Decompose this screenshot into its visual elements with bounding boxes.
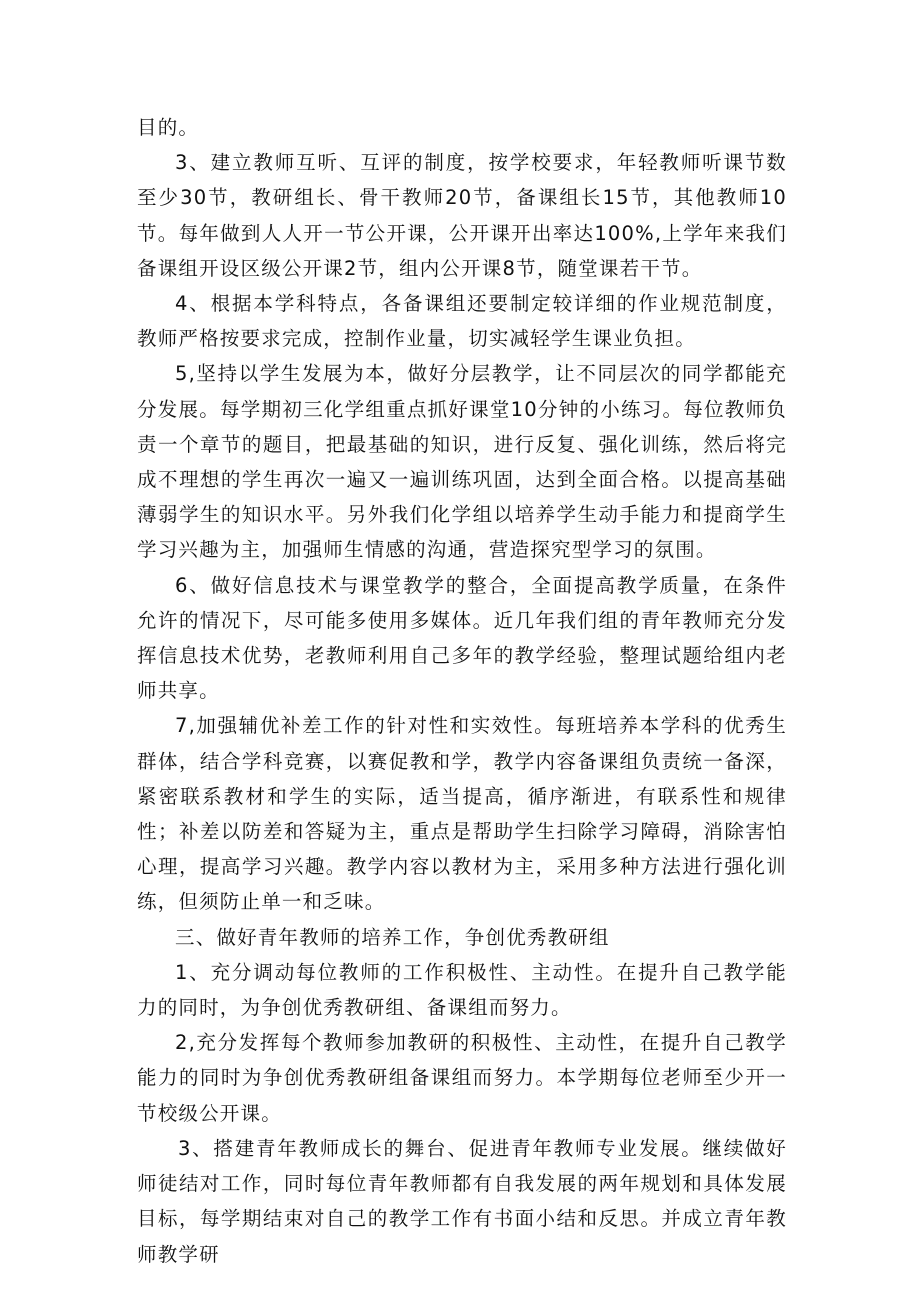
paragraph-item-6: 6、做好信息技术与课堂教学的整合，全面提高教学质量，在条件允许的情况下，尽可能多使用多媒体。近几年我们组的青年教师充分发挥信息技术优势，老教师利用自己多年的教学经验，整理试题给组内老师共享。 <box>137 573 787 703</box>
paragraph-item-5: 5,坚持以学生发展为本，做好分层教学，让不同层次的同学都能充分发展。每学期初三化学组重点抓好课堂10分钟的小练习。每位教师负责一个章节的题目，把最基础的知识，进行反复、强化训练，然后将完成不理想的学生再次一遍又一遍训练巩固，达到全面合格。以提高基础薄弱学生的知识水平。另外我们化学组以培养学生动手能力和提商学生学习兴趣为主，加强师生情感的沟通，营造探究型学习的氛围。 <box>137 362 787 562</box>
paragraph-item-3: 3、建立教师互听、互评的制度，按学校要求，年轻教师听课节数至少30节，教研组长、骨干教师20节，备课组长15节，其他教师10节。每年做到人人开一节公开课，公开课开出率达100%,上学年来我们备课组开设区级公开课2节，组内公开课8节，随堂课若干节。 <box>137 151 787 280</box>
paragraph-subitem-2: 2,充分发挥每个教师参加教研的积极性、主动性，在提升自己教学能力的同时为争创优秀教研组备课组而努力。本学期每位老师至少开一节校级公开课。 <box>137 1031 787 1125</box>
section-heading-3: 三、做好青年教师的培养工作，争创优秀教研组 <box>175 925 610 949</box>
paragraph-continuation: 目的。 <box>137 116 200 139</box>
paragraph-item-7: 7,加强辅优补差工作的针对性和实效性。每班培养本学科的优秀生群体，结合学科竞赛，以赛促教和学，教学内容备课组负责统一备深，紧密联系教材和学生的实际，适当提高，循序渐进，有联系性和规律性；补差以防差和答疑为主，重点是帮助学生扫除学习障碍，消除害怕心理，提高学习兴趣。教学内容以教材为主，采用多种方法进行强化训练，但须防止单一和乏味。 <box>137 714 787 914</box>
paragraph-item-4: 4、根据本学科特点，各备课组还要制定较详细的作业规范制度，教师严格按要求完成，控制作业量，切实减轻学生课业负担。 <box>137 292 787 351</box>
paragraph-subitem-1: 1、充分调动每位教师的工作积极性、主动性。在提升自己教学能力的同时，为争创优秀教研组、备课组而努力。 <box>137 960 787 1020</box>
document-body <box>137 110 787 1272</box>
paragraph-subitem-3: 3、搭建青年教师成长的舞台、促进青年教师专业发展。继续做好师徒结对工作，同时每位青年教师都有自我发展的两年规划和具体发展目标，每学期结束对自己的教学工作有书面小结和反思。并成立青年教师教学研 <box>137 1136 787 1266</box>
